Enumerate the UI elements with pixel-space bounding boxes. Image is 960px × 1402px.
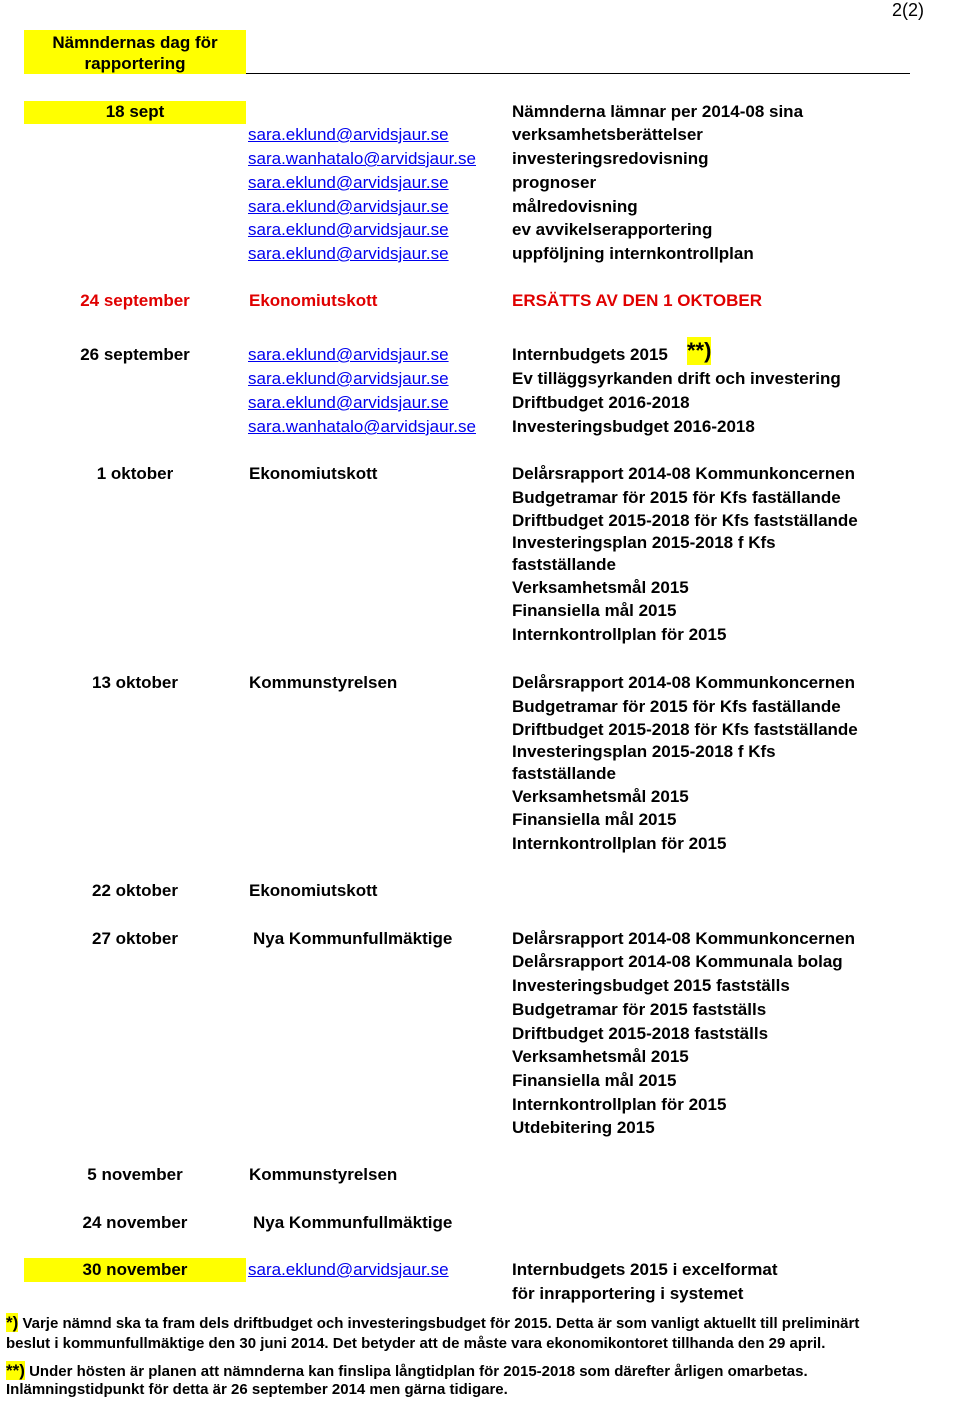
row-date: 26 september (80, 345, 190, 364)
task-item: Verksamhetsmål 2015 (512, 578, 689, 597)
footnote-mark: **) (687, 338, 712, 363)
footnote-1-line2: beslut i kommunfullmäktige den 30 juni 2014. Det betyder att de måste vara ekonomikontoret tillhanda den 29 april. (6, 1335, 826, 1352)
email-link[interactable]: sara.eklund@arvidsjaur.se (248, 197, 449, 216)
task-item: Budgetramar för 2015 för Kfs faställande (512, 697, 841, 716)
row-date: 1 oktober (96, 464, 174, 483)
email-link[interactable]: sara.eklund@arvidsjaur.se (248, 369, 449, 388)
row-intro: Nämnderna lämnar per 2014-08 sina (512, 102, 804, 121)
task-item: Internkontrollplan för 2015 (512, 1095, 727, 1114)
task-item: Internkontrollplan för 2015 (512, 834, 727, 853)
task-item: Finansiella mål 2015 (512, 810, 677, 829)
task-item: Budgetramar för 2015 för Kfs faställande (512, 488, 841, 507)
task-item: Driftbudget 2016-2018 (512, 393, 690, 412)
row-committee: Kommunstyrelsen (249, 673, 398, 692)
task-item: fastställande (512, 764, 616, 783)
email-link[interactable]: sara.eklund@arvidsjaur.se (248, 125, 449, 144)
email-link[interactable]: sara.eklund@arvidsjaur.se (248, 220, 449, 239)
footnote-mark: **) (6, 1361, 25, 1380)
footnote-2-line2: Inlämningstidpunkt för detta är 26 september 2014 men gärna tidigare. (6, 1381, 508, 1398)
task-item: Internbudgets 2015 i excelformat (512, 1260, 778, 1279)
task-item: Delårsrapport 2014-08 Kommunkoncernen (512, 673, 855, 692)
task-item: Investeringsplan 2015-2018 f Kfs (512, 533, 776, 552)
header-title-line2: rapportering (84, 54, 186, 73)
email-link[interactable]: sara.eklund@arvidsjaur.se (248, 1260, 449, 1279)
row-committee: Nya Kommunfullmäktige (253, 929, 453, 948)
email-link[interactable]: sara.eklund@arvidsjaur.se (248, 393, 449, 412)
page-number: 2(2) (892, 0, 925, 20)
task-item: för inrapportering i systemet (512, 1284, 744, 1303)
email-link[interactable]: sara.eklund@arvidsjaur.se (248, 345, 449, 364)
task-item: Investeringsbudget 2016-2018 (512, 417, 755, 436)
task-item: Internbudgets 2015 (512, 345, 668, 364)
row-date: 27 oktober (92, 929, 178, 948)
task-item: uppföljning internkontrollplan (512, 244, 754, 263)
row-date: 24 september (80, 291, 190, 310)
task-item: Delårsrapport 2014-08 Kommunkoncernen (512, 464, 855, 483)
task-item: målredovisning (512, 197, 638, 216)
header-divider (246, 73, 910, 74)
task-item: Delårsrapport 2014-08 Kommunkoncernen (512, 929, 855, 948)
footnote-mark: *) (6, 1313, 19, 1332)
task-item: Verksamhetsmål 2015 (512, 787, 689, 806)
task-item: Verksamhetsmål 2015 (512, 1047, 689, 1066)
row-committee: Kommunstyrelsen (249, 1165, 398, 1184)
row-date: 22 oktober (92, 881, 178, 900)
task-item: Finansiella mål 2015 (512, 601, 677, 620)
row-date: 5 november (87, 1165, 183, 1184)
row-date: 30 november (82, 1260, 188, 1279)
task-item: fastställande (512, 555, 616, 574)
footnote-text: Varje nämnd ska ta fram dels driftbudget och investeringsbudget för 2015. Detta är som vanligt aktuellt till preliminärt (22, 1315, 860, 1332)
email-link[interactable]: sara.wanhatalo@arvidsjaur.se (248, 417, 476, 436)
task-item: Investeringsbudget 2015 fastställs (512, 976, 790, 995)
row-committee: Ekonomiutskott (249, 881, 378, 900)
task-item: prognoser (512, 173, 597, 192)
row-committee: Ekonomiutskott (249, 464, 378, 483)
task-item: Delårsrapport 2014-08 Kommunala bolag (512, 952, 843, 971)
row-date: 24 november (82, 1213, 188, 1232)
row-committee: Nya Kommunfullmäktige (253, 1213, 453, 1232)
row-committee: Ekonomiutskott (249, 291, 378, 310)
task-item: Utdebitering 2015 (512, 1118, 655, 1137)
task-item: Ev tilläggsyrkanden drift och investering (512, 369, 841, 388)
email-link[interactable]: sara.wanhatalo@arvidsjaur.se (248, 149, 476, 168)
task-item: Finansiella mål 2015 (512, 1071, 677, 1090)
email-link[interactable]: sara.eklund@arvidsjaur.se (248, 173, 449, 192)
task-item: Driftbudget 2015-2018 för Kfs fastställande (512, 720, 858, 739)
header-box (24, 30, 246, 74)
task-item: Driftbudget 2015-2018 fastställs (512, 1024, 769, 1043)
task-item: ERSÄTTS AV DEN 1 OKTOBER (512, 291, 762, 310)
row-date: 13 oktober (92, 673, 178, 692)
header-title-line1: Nämndernas dag för (52, 33, 218, 52)
task-item: Internkontrollplan för 2015 (512, 625, 727, 644)
task-item: Driftbudget 2015-2018 för Kfs fastställande (512, 511, 858, 530)
task-item: Budgetramar för 2015 fastställs (512, 1000, 767, 1019)
footnote-text: Under hösten är planen att nämnderna kan finslipa långtidplan för 2015-2018 som därefter årligen omarbetas. (29, 1363, 808, 1380)
task-item: investeringsredovisning (512, 149, 709, 168)
row-date: 18 sept (105, 102, 165, 121)
email-link[interactable]: sara.eklund@arvidsjaur.se (248, 244, 449, 263)
footnote-1-line1 (6, 1313, 859, 1333)
task-item: ev avvikelserapportering (512, 220, 713, 239)
task-item: verksamhetsberättelser (512, 125, 703, 144)
task-item: Investeringsplan 2015-2018 f Kfs (512, 742, 776, 761)
footnote-2-line1 (6, 1361, 808, 1381)
